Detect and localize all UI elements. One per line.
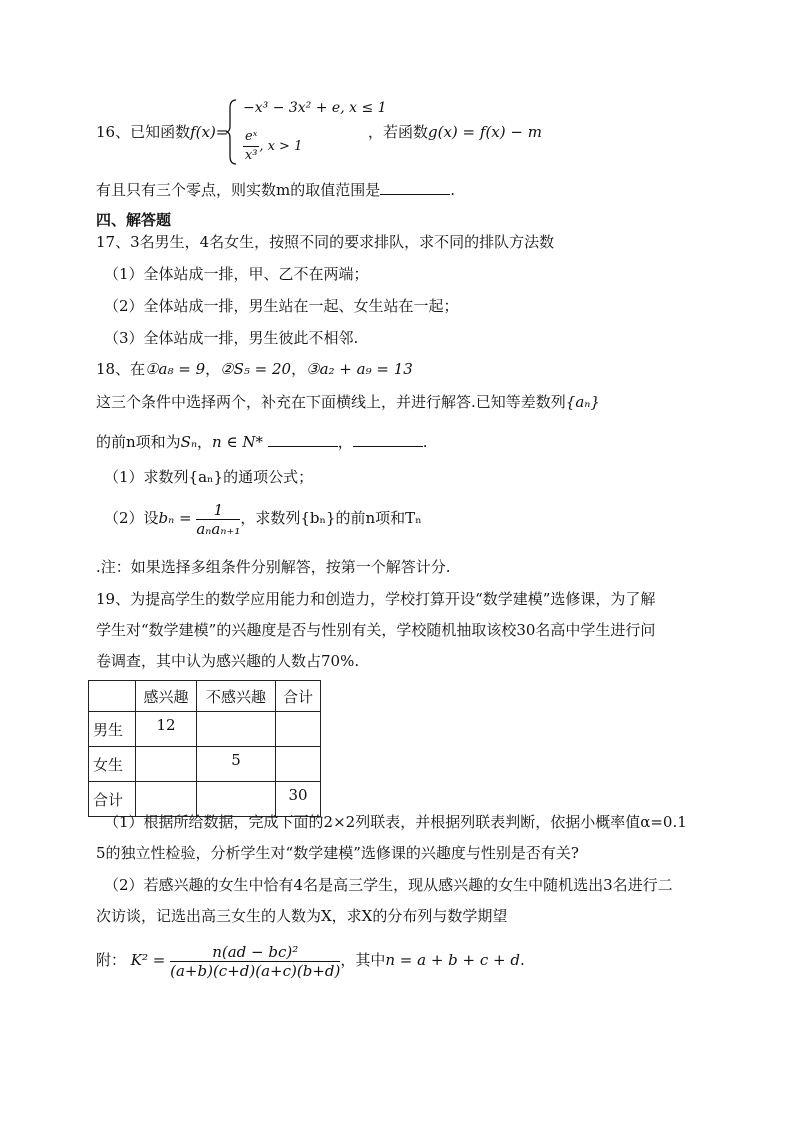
q18-sn: Sₙ <box>180 433 198 451</box>
q18-fraction-den: aₙaₙ₊₁ <box>196 519 241 538</box>
table-header-cell: 不感兴趣 <box>197 681 276 712</box>
q17-stem: 17、3名男生，4名女生，按照不同的要求排队，求不同的排队方法数 <box>96 233 555 251</box>
q18-seq-a: {aₙ} <box>565 393 600 411</box>
table-row <box>89 712 321 747</box>
q18-line2 <box>96 392 600 412</box>
q19-k2-tail: ，其中 <box>340 951 386 969</box>
q18-fraction <box>196 501 240 538</box>
q18-lead: 18、在 <box>96 360 146 378</box>
q19-appendix <box>96 940 525 980</box>
q19-part1-line2: 5的独立性检验，分析学生对“数学建模”选修课的兴趣度与性别是否有关? <box>96 844 579 862</box>
section-heading: 四、解答题 <box>96 211 172 229</box>
q19-k2-den: (a+b)(c+d)(a+c)(b+d) <box>170 961 341 980</box>
q18-sep2: ， <box>291 360 307 378</box>
table-header-cell: 感兴趣 <box>136 681 197 712</box>
q19-line3: 卷调查，其中认为感兴趣的人数占70%. <box>96 652 360 670</box>
q19-line1: 19、为提高学生的数学应用能力和创造力，学校打算开设“数学建模”选修课，为了解 <box>96 590 656 608</box>
q18-fraction-num: 1 <box>196 501 240 520</box>
table-cell <box>136 747 197 782</box>
q18-comma: ， <box>337 433 353 451</box>
table-row <box>89 747 321 782</box>
q18-condition3: ③a₂ + a₉ = 13 <box>306 360 413 378</box>
q18-line3 <box>96 432 428 452</box>
q16-case1: −x³ − 3x² + e, x ≤ 1 <box>243 100 387 116</box>
q19-part1-line1: （1）根据所给数据，完成下面的2×2列联表，并根据列联表判断，依据小概率值α=0.1 <box>104 813 687 831</box>
q18-line3-end: . <box>422 433 428 451</box>
contingency-table <box>88 680 321 817</box>
q16-line1-tail <box>368 122 542 142</box>
q16-line2-end: . <box>450 181 456 199</box>
q19-part2-line2: 次访谈，记选出高三女生的人数为X，求X的分布列与数学期望 <box>96 907 508 925</box>
q18-note: .注：如果选择多组条件分别解答，按第一个解答计分. <box>96 558 451 576</box>
q17-part1: （1）全体站成一排，甲、乙不在两端； <box>104 265 369 283</box>
table-cell <box>276 747 321 782</box>
q19-part2-line1: （2）若感兴趣的女生中恰有4名是高三学生，现从感兴趣的女生中随机选出3名进行二 <box>104 876 673 894</box>
q19-appendix-label: 附： <box>96 951 127 969</box>
q19-end: . <box>519 951 525 969</box>
q16-answer-blank <box>380 180 450 195</box>
table-cell: 12 <box>136 712 197 747</box>
table-cell <box>197 712 276 747</box>
q16-piecewise <box>225 98 387 166</box>
table-header-cell: 合计 <box>276 681 321 712</box>
q18-line3-text: 的前n项和为 <box>96 433 181 451</box>
q16-case2-fraction <box>243 128 259 165</box>
q16-gx: g(x) = f(x) − m <box>428 123 542 141</box>
table-header-cell <box>89 681 136 712</box>
q18-line2-text: 这三个条件中选择两个，补充在下面横线上，并进行解答.已知等差数列 <box>96 393 566 411</box>
q16-fx: f(x)= <box>190 123 229 141</box>
q16-case2-num: eˣ <box>243 128 259 147</box>
left-brace-icon <box>225 98 239 166</box>
q18-line3-sep: ， <box>197 433 213 451</box>
table-cell: 30 <box>276 782 321 817</box>
q18-blank-1 <box>268 432 338 447</box>
q19-k2-num: n(ad − bc)² <box>170 943 340 962</box>
q16-case2-den: x³ <box>244 148 258 163</box>
table-cell <box>276 712 321 747</box>
q19-n-eq: n = a + b + c + d <box>385 951 520 969</box>
table-cell: 女生 <box>89 747 136 782</box>
table-cell: 合计 <box>89 782 136 817</box>
q19-k2-fraction <box>170 943 340 980</box>
q16-case2 <box>243 128 302 165</box>
table-cell: 男生 <box>89 712 136 747</box>
q18-line1 <box>96 359 413 379</box>
q16-suffix: ，若函数 <box>368 123 429 141</box>
q18-part2-lead: （2）设 <box>104 509 159 527</box>
q18-condition2: ②S₅ = 20 <box>220 360 292 378</box>
q18-part1: （1）求数列{aₙ}的通项公式； <box>104 468 314 486</box>
q19-line2: 学生对“数学建模”的兴趣度是否与性别有关，学校随机抽取该校30名高中学生进行问 <box>96 621 656 639</box>
q17-part2: （2）全体站成一排，男生站在一起、女生站在一起； <box>104 297 459 315</box>
q18-condition1: ①a₈ = 9 <box>145 360 206 378</box>
q16-line2-text: 有且只有三个零点，则实数m的取值范围是 <box>96 181 381 199</box>
q19-k2: K² = <box>130 951 166 969</box>
q17-part3: （3）全体站成一排，男生彼此不相邻. <box>104 329 359 347</box>
q18-sep1: ， <box>205 360 221 378</box>
q16-prefix: 16、已知函数 <box>96 123 191 141</box>
q16-line1 <box>96 122 228 142</box>
table-cell: 5 <box>197 747 276 782</box>
q16-line2 <box>96 180 455 200</box>
q18-part2-tail: ，求数列{bₙ}的前n项和Tₙ <box>240 509 422 527</box>
q18-part2 <box>104 500 422 538</box>
q18-blank-2 <box>353 432 423 447</box>
q18-nset: n ∈ N* <box>212 433 263 451</box>
q16-case2-cond: , x > 1 <box>259 139 303 154</box>
q18-bn: bₙ = <box>158 509 192 527</box>
table-header-row <box>89 681 321 712</box>
